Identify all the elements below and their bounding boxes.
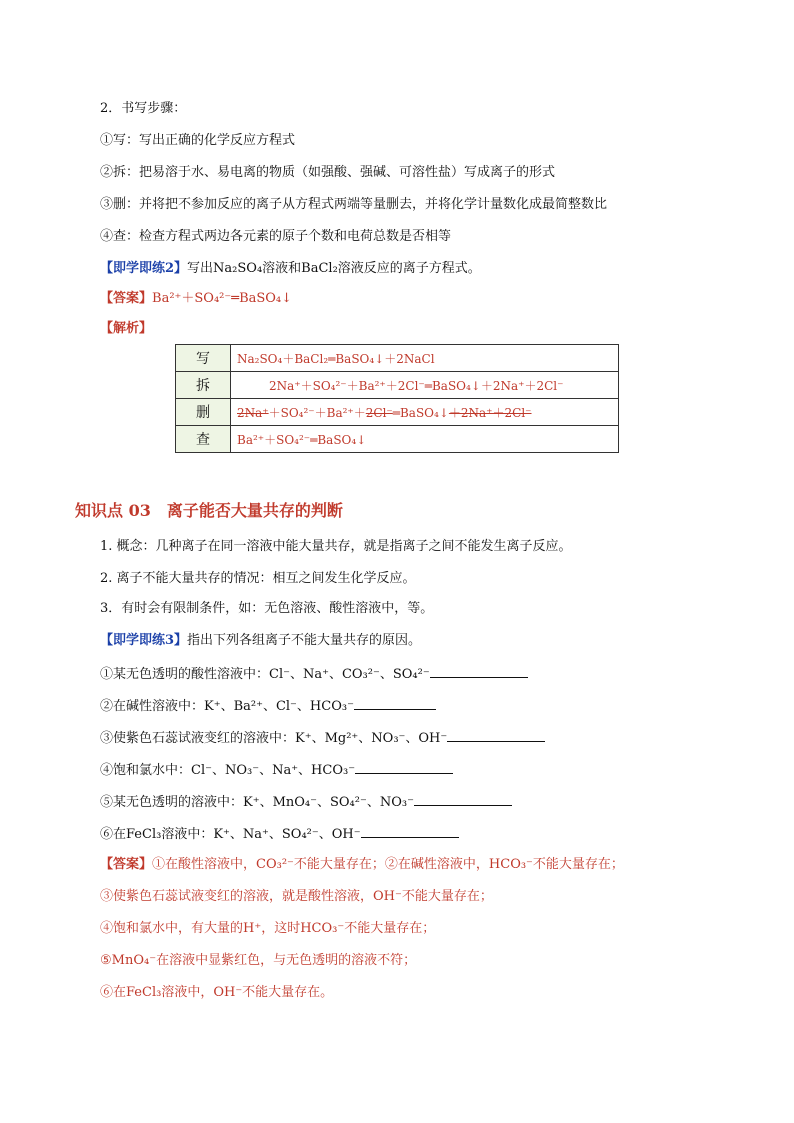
practice-3-text: 指出下列各组离子不能大量共存的原因。 (187, 633, 422, 648)
table-row (176, 426, 619, 453)
row-value (231, 399, 619, 426)
answer-3-line-3: ④饱和氯水中，有大量的H⁺，这时HCO₃⁻不能大量存在； (100, 921, 436, 936)
kept-ions: ＋SO₄²⁻＋Ba²⁺＋ (268, 405, 366, 420)
row-value: 2Na⁺＋SO₄²⁻＋Ba²⁺＋2Cl⁻═BaSO₄↓＋2Na⁺＋2Cl⁻ (231, 372, 619, 399)
answer-blank (447, 728, 545, 742)
answer-blank (361, 824, 459, 838)
step-write: ①写：写出正确的化学反应方程式 (100, 133, 296, 148)
answer-blank (355, 760, 453, 774)
question-text: ④饱和氯水中：Cl⁻、NO₃⁻、Na⁺、HCO₃⁻ (100, 763, 356, 778)
answer-2 (100, 290, 292, 308)
table-row (176, 372, 619, 399)
section-2-title: 2．书写步骤： (100, 101, 187, 116)
question-1 (100, 664, 528, 684)
row-value: Ba²⁺＋SO₄²⁻═BaSO₄↓ (231, 426, 619, 453)
point-conditions: 3．有时会有限制条件，如：无色溶液、酸性溶液中，等。 (100, 601, 434, 616)
steps-table (175, 344, 619, 453)
answer-3-line-4: ⑤MnO₄⁻在溶液中显紫红色，与无色透明的溶液不符； (100, 953, 417, 968)
answer-2-text: Ba²⁺＋SO₄²⁻═BaSO₄↓ (152, 291, 293, 306)
question-4 (100, 760, 453, 780)
answer-3-text: ①在酸性溶液中，CO₃²⁻不能大量存在；②在碱性溶液中，HCO₃⁻不能大量存在； (152, 857, 624, 872)
table-row (176, 345, 619, 372)
row-key: 查 (176, 426, 231, 453)
answer-3-line-2: ③使紫色石蕊试液变红的溶液，就是酸性溶液，OH⁻不能大量存在； (100, 889, 493, 904)
analysis-label (100, 320, 152, 338)
analysis-tag: 【解析】 (100, 321, 153, 336)
struck-na: 2Na⁺ (237, 405, 269, 420)
point-cases: 2. 离子不能大量共存的情况：相互之间发生化学反应。 (100, 571, 416, 586)
answer-3-tag: 【答案】 (100, 857, 153, 872)
answer-3-line-1 (100, 856, 624, 874)
struck-products: ＋2Na⁺＋2Cl⁻ (448, 405, 532, 420)
question-text: ①某无色透明的酸性溶液中：Cl⁻、Na⁺、CO₃²⁻、SO₄²⁻ (100, 667, 430, 682)
product: ═BaSO₄↓ (392, 405, 449, 420)
step-split: ②拆：把易溶于水、易电离的物质（如强酸、强碱、可溶性盐）写成离子的形式 (100, 165, 556, 180)
question-6 (100, 824, 459, 844)
section-heading: 知识点 03 离子能否大量共存的判断 (75, 501, 343, 520)
answer-blank (354, 696, 436, 710)
row-key: 删 (176, 399, 231, 426)
question-text: ⑥在FeCl₃溶液中：K⁺、Na⁺、SO₄²⁻、OH⁻ (100, 827, 361, 842)
question-text: ⑤某无色透明的溶液中：K⁺、MnO₄⁻、SO₄²⁻、NO₃⁻ (100, 795, 414, 810)
answer-2-tag: 【答案】 (100, 291, 153, 306)
practice-2-text: 写出Na₂SO₄溶液和BaCl₂溶液反应的离子方程式。 (187, 261, 481, 276)
practice-3-tag: 【即学即练3】 (100, 633, 188, 648)
answer-blank (430, 664, 528, 678)
step-check: ④查：检查方程式两边各元素的原子个数和电荷总数是否相等 (100, 229, 452, 244)
question-3 (100, 728, 545, 748)
answer-blank (414, 792, 512, 806)
question-2 (100, 696, 436, 716)
practice-3 (100, 632, 421, 650)
row-key: 拆 (176, 372, 231, 399)
question-5 (100, 792, 512, 812)
row-key: 写 (176, 345, 231, 372)
answer-3-line-5: ⑥在FeCl₃溶液中，OH⁻不能大量存在。 (100, 985, 334, 1000)
table-row (176, 399, 619, 426)
struck-cl: 2Cl⁻ (365, 405, 393, 420)
question-text: ③使紫色石蕊试液变红的溶液中：K⁺、Mg²⁺、NO₃⁻、OH⁻ (100, 731, 448, 746)
row-value: Na₂SO₄＋BaCl₂═BaSO₄↓＋2NaCl (231, 345, 619, 372)
practice-2 (100, 260, 481, 278)
question-text: ②在碱性溶液中：K⁺、Ba²⁺、Cl⁻、HCO₃⁻ (100, 699, 354, 714)
step-delete: ③删：并将把不参加反应的离子从方程式两端等量删去，并将化学计量数化成最简整数比 (100, 197, 608, 212)
practice-2-tag: 【即学即练2】 (100, 261, 188, 276)
point-concept: 1. 概念：几种离子在同一溶液中能大量共存，就是指离子之间不能发生离子反应。 (100, 539, 572, 554)
